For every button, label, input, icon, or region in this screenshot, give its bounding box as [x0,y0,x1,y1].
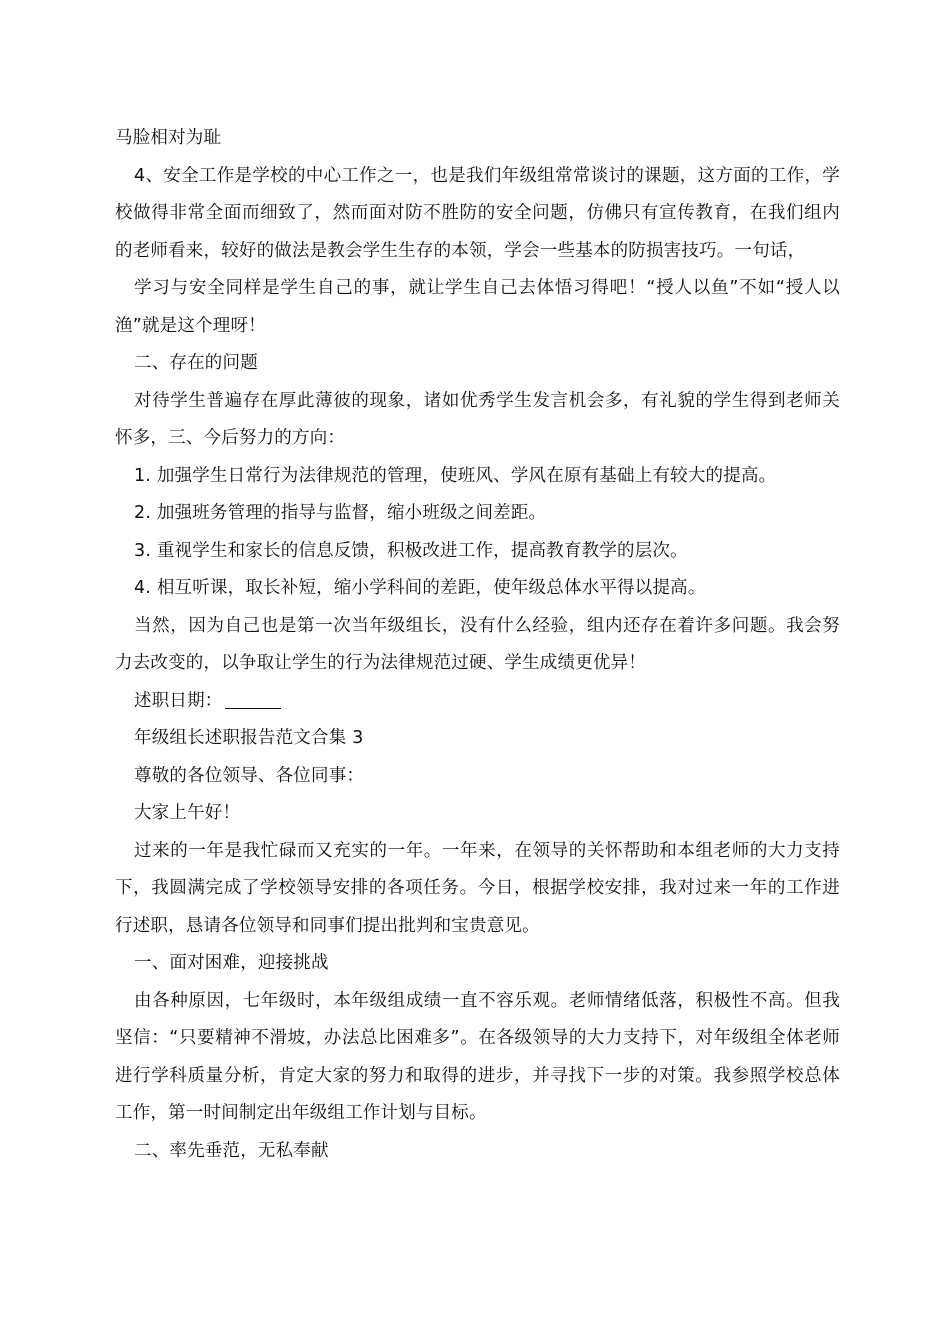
paragraph: 马脸相对为耻 [115,128,222,148]
section-heading: 二、率先垂范，无私奉献 [134,1140,329,1161]
list-item: 1. 加强学生日常行为法律规范的管理，使班风、学风在原有基础上有较大的提高。 [134,465,777,486]
greeting: 大家上午好！ [134,803,241,823]
list-item: 3. 重视学生和家长的信息反馈，积极改进工作，提高教育教学的层次。 [134,540,688,561]
section-heading: 二、存在的问题 [134,353,258,373]
paragraph: 学习与安全同样是学生自己的事，就让学生自己去体悟习得吧！“授人以鱼”不如“授人以渔”就是这个理呀！ [115,278,840,336]
paragraph: 由各种原因，七年级时，本年级组成绩一直不容乐观。老师情绪低落，积极性不高。但我坚信：“只要精神不滑坡，办法总比困难多”。在各级领导的大力支持下，对年级组全体老师进行学科质量分析，肯定大家的努力和取得的进步，并寻找下一步的对策。我参照学校总体工作，第一时间制定出年级组工作计划与目标。 [115,990,840,1123]
document-title: 年级组长述职报告范文合集 3 [134,728,364,748]
salutation: 尊敬的各位领导、各位同事： [134,765,365,786]
section-heading: 一、面对困难，迎接挑战 [134,953,329,973]
paragraph: 对待学生普遍存在厚此薄彼的现象，诸如优秀学生发言机会多，有礼貌的学生得到老师关怀多，三、今后努力的方向： [115,390,840,448]
date-blank-line [225,690,281,709]
paragraph: 当然，因为自己也是第一次当年级组长，没有什么经验，组内还存在着许多问题。我会努力去改变的，以争取让学生的行为法律规范过硬、学生成绩更优异！ [115,615,840,673]
date-line [115,683,840,721]
list-item: 4. 相互听课，取长补短，缩小学科间的差距，使年级总体水平得以提高。 [134,578,706,598]
paragraph: 过来的一年是我忙碌而又充实的一年。一年来，在领导的关怀帮助和本组老师的大力支持下，我圆满完成了学校领导安排的各项任务。今日，根据学校安排，我对过来一年的工作进行述职，恳请各位领导和同事们提出批判和宝贵意见。 [115,840,840,936]
paragraph: 4、安全工作是学校的中心工作之一，也是我们年级组常常谈讨的课题，这方面的工作，学校做得非常全面而细致了，然而面对防不胜防的安全问题，仿佛只有宣传教育，在我们组内的老师看来，较好的做法是教会学生生存的本领，学会一些基本的防损害技巧。一句话， [115,165,840,261]
date-label: 述职日期： [134,690,223,711]
list-item: 2. 加强班务管理的指导与监督，缩小班级之间差距。 [134,503,547,523]
document-body [115,120,840,1170]
